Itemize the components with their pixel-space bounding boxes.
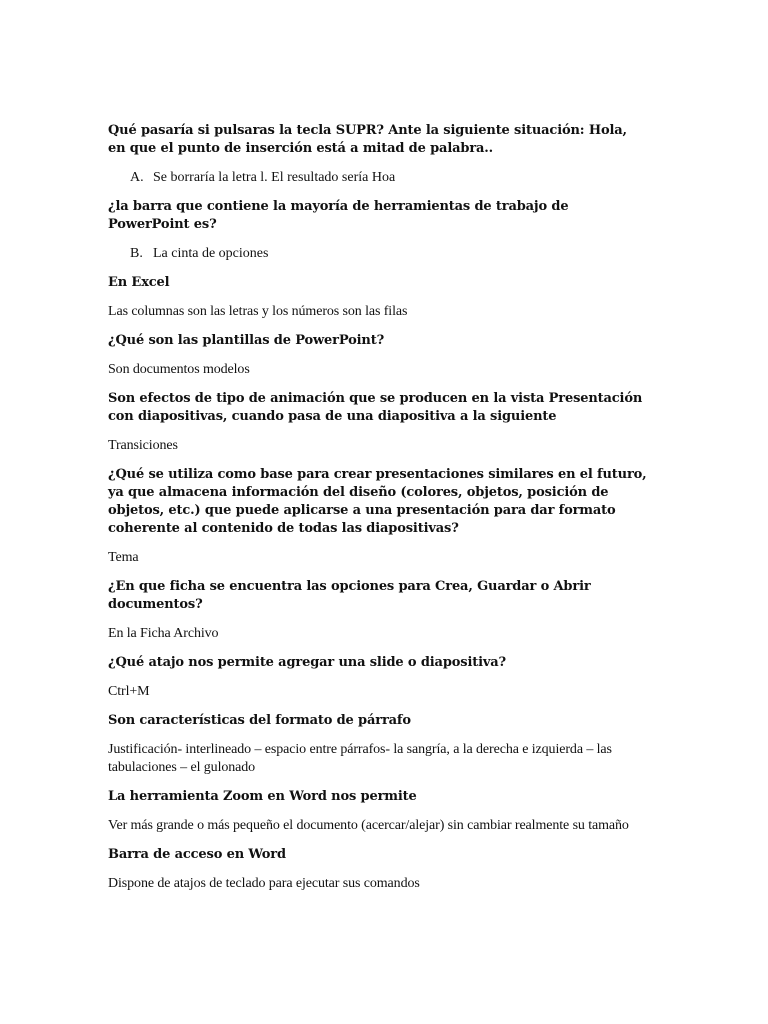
question-access-bar: Barra de acceso en Word <box>108 847 286 862</box>
answer-access-bar: Dispone de atajos de teclado para ejecutar sus comandos <box>108 876 420 891</box>
question-transitions: Son efectos de tipo de animación que se producen en la vista Presentación con diapositivas, cuando pasa de una diapositiva a la siguiente <box>108 391 643 424</box>
question-paragraph-format: Son características del formato de párrafo <box>108 713 411 728</box>
question-templates: ¿Qué son las plantillas de PowerPoint? <box>108 333 385 348</box>
answer-zoom: Ver más grande o más pequeño el documento (acercar/alejar) sin cambiar realmente su tamaño <box>108 818 629 833</box>
option-text: Se borraría la letra l. El resultado sería Hoa <box>153 170 396 185</box>
answer-excel: Las columnas son las letras y los números son las filas <box>108 304 408 319</box>
answer-templates: Son documentos modelos <box>108 362 250 377</box>
question-file-tab: ¿En que ficha se encuentra las opciones para Crea, Guardar o Abrir documentos? <box>108 579 591 612</box>
question-excel: En Excel <box>108 275 170 290</box>
answer-shortcut: Ctrl+M <box>108 684 150 699</box>
answer-paragraph-format: Justificación- interlineado – espacio entre párrafos- la sangría, a la derecha e izquierda – las tabulaciones – el gulonado <box>108 742 612 775</box>
question-zoom: La herramienta Zoom en Word nos permite <box>108 789 417 804</box>
question-toolbar: ¿la barra que contiene la mayoría de herramientas de trabajo de PowerPoint es? <box>108 199 569 232</box>
option-letter: A. <box>130 170 144 185</box>
answer-option-b <box>108 245 648 263</box>
question-shortcut: ¿Qué atajo nos permite agregar una slide o diapositiva? <box>108 655 507 670</box>
document-body <box>108 122 648 904</box>
answer-option-a <box>108 169 648 187</box>
answer-file-tab: En la Ficha Archivo <box>108 626 219 641</box>
answer-transitions: Transiciones <box>108 438 178 453</box>
option-text: La cinta de opciones <box>153 246 269 261</box>
question-theme: ¿Qué se utiliza como base para crear presentaciones similares en el futuro, ya que almacena información del diseño (colores, objetos, posición de objetos, etc.) que puede aplicarse a una presentación para dar formato coherente al contenido de todas las diapositivas? <box>108 467 647 536</box>
answer-theme: Tema <box>108 550 139 565</box>
question-supr: Qué pasaría si pulsaras la tecla SUPR? Ante la siguiente situación: Hola, en que el punto de inserción está a mitad de palabra.. <box>108 123 627 156</box>
option-letter: B. <box>130 246 143 261</box>
